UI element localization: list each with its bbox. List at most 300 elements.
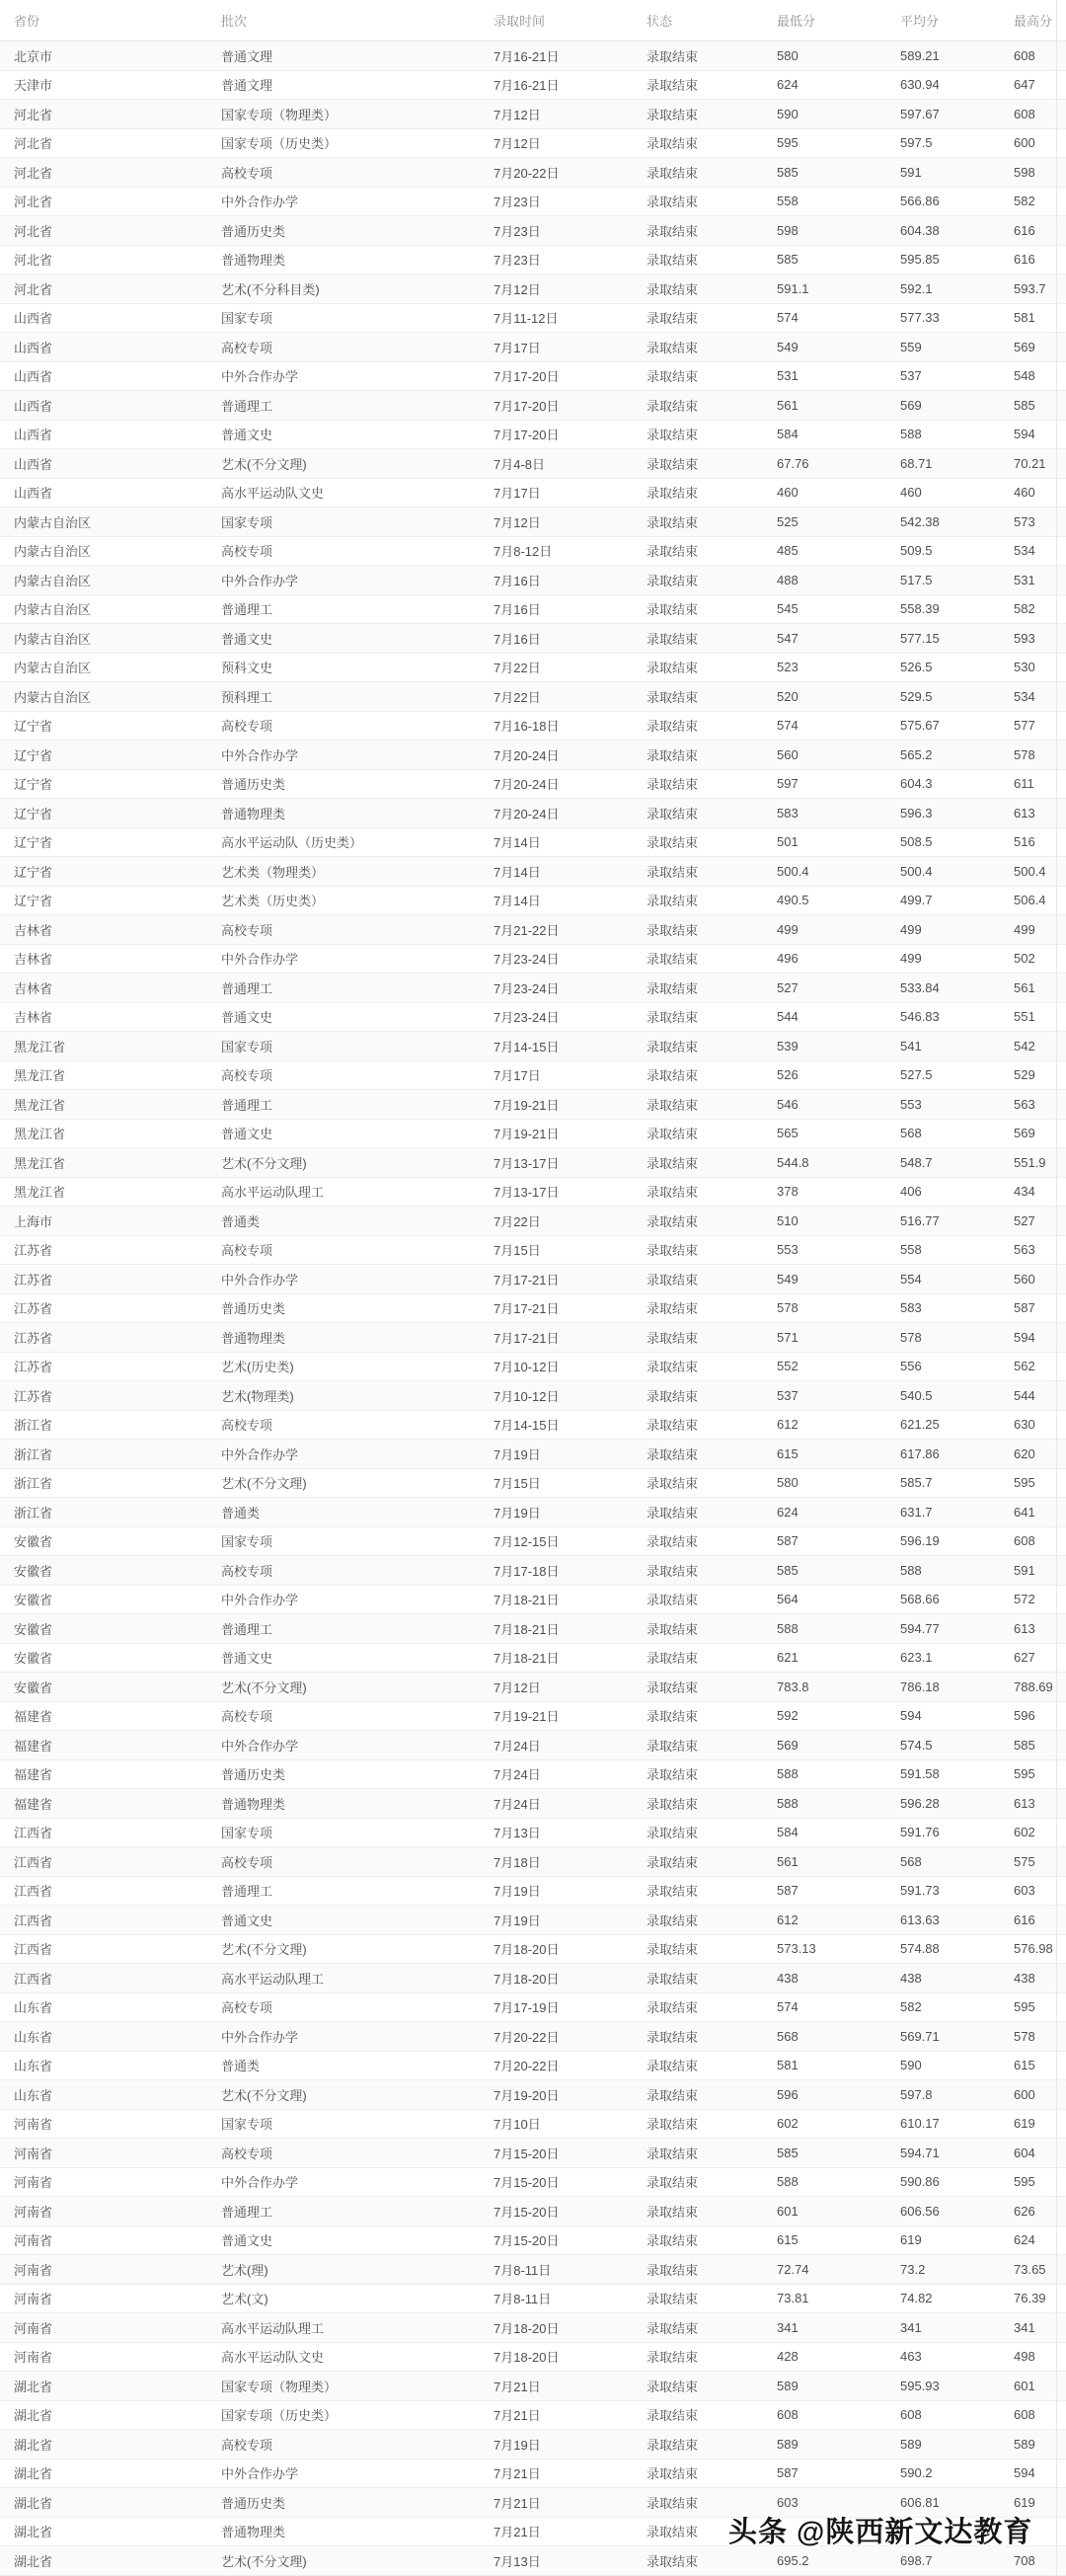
cell-admission_time: 7月18-21日 (494, 1643, 647, 1673)
cell-province: 福建省 (0, 1731, 221, 1760)
cell-min_score: 531 (777, 361, 900, 391)
cell-status: 录取结束 (647, 333, 777, 362)
cell-batch: 国家专项（历史类） (221, 128, 494, 158)
cell-min_score: 587 (777, 2459, 900, 2488)
table-row (0, 1177, 1066, 1207)
cell-status: 录取结束 (647, 1731, 777, 1760)
cell-status: 录取结束 (647, 1440, 777, 1469)
cell-status: 录取结束 (647, 1934, 777, 1964)
cell-batch: 艺术(不分文理) (221, 449, 494, 479)
cell-max_score: 641 (1014, 1498, 1066, 1527)
cell-max_score: 578 (1014, 2022, 1066, 2052)
cell-admission_time: 7月16-18日 (494, 711, 647, 741)
cell-max_score: 613 (1014, 1614, 1066, 1644)
cell-avg_score: 594.77 (900, 1614, 1014, 1644)
cell-status: 录取结束 (647, 2430, 777, 2459)
cell-max_score: 594 (1014, 2459, 1066, 2488)
table-row (0, 216, 1066, 246)
cell-avg_score: 589.21 (900, 41, 1014, 71)
cell-avg_score: 592.1 (900, 274, 1014, 304)
cell-province: 吉林省 (0, 915, 221, 945)
cell-batch: 高校专项 (221, 1235, 494, 1265)
cell-status: 录取结束 (647, 41, 777, 71)
cell-admission_time: 7月18-20日 (494, 2313, 647, 2343)
cell-status: 录取结束 (647, 653, 777, 682)
cell-max_score: 602 (1014, 1818, 1066, 1847)
cell-max_score: 620 (1014, 1440, 1066, 1469)
watermark: 头条 @陕西新文达教育 (728, 2517, 1033, 2548)
cell-batch: 高校专项 (221, 1410, 494, 1440)
table-row (0, 566, 1066, 595)
cell-min_score: 624 (777, 1498, 900, 1527)
cell-batch: 普通历史类 (221, 2488, 494, 2518)
table-row (0, 2430, 1066, 2459)
table-row (0, 827, 1066, 857)
cell-avg_score: 516.77 (900, 1207, 1014, 1236)
cell-min_score: 378 (777, 1177, 900, 1207)
cell-min_score: 592 (777, 1701, 900, 1731)
cell-avg_score: 698.7 (900, 2546, 1014, 2576)
cell-avg_score: 617.86 (900, 1440, 1014, 1469)
cell-min_score: 591.1 (777, 274, 900, 304)
cell-admission_time: 7月17-18日 (494, 1556, 647, 1586)
cell-admission_time: 7月23日 (494, 245, 647, 274)
cell-batch: 国家专项 (221, 2109, 494, 2139)
table-row (0, 1090, 1066, 1120)
cell-admission_time: 7月20-24日 (494, 769, 647, 799)
cell-max_score: 593 (1014, 624, 1066, 654)
table-row (0, 2284, 1066, 2313)
table-row (0, 2167, 1066, 2197)
cell-status: 录取结束 (647, 2022, 777, 2052)
table-row (0, 333, 1066, 362)
cell-batch: 高校专项 (221, 1701, 494, 1731)
cell-province: 河南省 (0, 2197, 221, 2226)
cell-avg_score: 619 (900, 2225, 1014, 2255)
cell-province: 辽宁省 (0, 711, 221, 741)
cell-avg_score: 623.1 (900, 1643, 1014, 1673)
cell-avg_score: 608 (900, 2400, 1014, 2430)
cell-max_score: 560 (1014, 1265, 1066, 1294)
cell-max_score: 616 (1014, 1906, 1066, 1935)
cell-status: 录取结束 (647, 478, 777, 507)
cell-min_score: 460 (777, 478, 900, 507)
cell-admission_time: 7月19日 (494, 1906, 647, 1935)
table-row (0, 1906, 1066, 1935)
cell-max_score: 576.98 (1014, 1934, 1066, 1964)
cell-admission_time: 7月16日 (494, 566, 647, 595)
cell-admission_time: 7月14日 (494, 886, 647, 915)
cell-province: 山西省 (0, 478, 221, 507)
cell-status: 录取结束 (647, 711, 777, 741)
cell-province: 辽宁省 (0, 827, 221, 857)
cell-avg_score: 589 (900, 2430, 1014, 2459)
cell-admission_time: 7月15-20日 (494, 2167, 647, 2197)
cell-min_score: 615 (777, 1440, 900, 1469)
cell-admission_time: 7月20-22日 (494, 2022, 647, 2052)
cell-max_score: 438 (1014, 1964, 1066, 1993)
cell-avg_score: 591 (900, 158, 1014, 188)
cell-avg_score: 597.67 (900, 100, 1014, 129)
cell-max_score: 608 (1014, 1526, 1066, 1556)
cell-max_score: 630 (1014, 1410, 1066, 1440)
cell-batch: 中外合作办学 (221, 1731, 494, 1760)
cell-avg_score: 509.5 (900, 536, 1014, 566)
table-row (0, 682, 1066, 712)
cell-avg_score: 554 (900, 1265, 1014, 1294)
cell-admission_time: 7月19日 (494, 2430, 647, 2459)
cell-admission_time: 7月19日 (494, 1876, 647, 1906)
cell-batch: 中外合作办学 (221, 1265, 494, 1294)
cell-admission_time: 7月19-21日 (494, 1090, 647, 1120)
table-row (0, 2372, 1066, 2401)
cell-province: 河北省 (0, 100, 221, 129)
table-row (0, 1032, 1066, 1061)
table-row (0, 1789, 1066, 1819)
cell-province: 吉林省 (0, 974, 221, 1003)
cell-admission_time: 7月18-20日 (494, 1964, 647, 1993)
cell-min_score: 624 (777, 70, 900, 100)
cell-status: 录取结束 (647, 1789, 777, 1819)
cell-min_score: 547 (777, 624, 900, 654)
cell-min_score: 564 (777, 1585, 900, 1614)
cell-status: 录取结束 (647, 1323, 777, 1353)
cell-min_score: 72.74 (777, 2255, 900, 2285)
cell-min_score: 585 (777, 245, 900, 274)
cell-min_score: 588 (777, 1614, 900, 1644)
cell-admission_time: 7月23日 (494, 216, 647, 246)
cell-status: 录取结束 (647, 1673, 777, 1702)
cell-province: 黑龙江省 (0, 1060, 221, 1090)
cell-status: 录取结束 (647, 2051, 777, 2080)
cell-admission_time: 7月19日 (494, 1440, 647, 1469)
cell-max_score: 561 (1014, 974, 1066, 1003)
cell-batch: 普通文理 (221, 41, 494, 71)
cell-min_score: 549 (777, 1265, 900, 1294)
cell-province: 江西省 (0, 1876, 221, 1906)
cell-avg_score: 596.3 (900, 799, 1014, 828)
cell-max_score: 573 (1014, 507, 1066, 537)
cell-batch: 高水平运动队（历史类） (221, 827, 494, 857)
cell-max_score: 516 (1014, 827, 1066, 857)
cell-batch: 中外合作办学 (221, 1585, 494, 1614)
cell-min_score: 537 (777, 1381, 900, 1411)
cell-status: 录取结束 (647, 274, 777, 304)
cell-max_score: 608 (1014, 41, 1066, 71)
cell-status: 录取结束 (647, 1148, 777, 1178)
cell-province: 内蒙古自治区 (0, 594, 221, 624)
cell-min_score: 341 (777, 2313, 900, 2343)
table-row (0, 769, 1066, 799)
cell-max_score: 76.39 (1014, 2284, 1066, 2313)
cell-status: 录取结束 (647, 245, 777, 274)
cell-admission_time: 7月18-20日 (494, 1934, 647, 1964)
cell-province: 浙江省 (0, 1440, 221, 1469)
cell-max_score: 587 (1014, 1293, 1066, 1323)
table-row (0, 1847, 1066, 1877)
cell-admission_time: 7月15-20日 (494, 2139, 647, 2168)
cell-status: 录取结束 (647, 1265, 777, 1294)
cell-batch: 国家专项 (221, 1818, 494, 1847)
cell-max_score: 73.65 (1014, 2255, 1066, 2285)
cell-max_score: 626 (1014, 2197, 1066, 2226)
cell-min_score: 588 (777, 2167, 900, 2197)
cell-avg_score: 569 (900, 391, 1014, 421)
cell-admission_time: 7月13日 (494, 1818, 647, 1847)
cell-avg_score: 460 (900, 478, 1014, 507)
cell-province: 江西省 (0, 1818, 221, 1847)
cell-admission_time: 7月23日 (494, 187, 647, 216)
cell-admission_time: 7月22日 (494, 1207, 647, 1236)
cell-status: 录取结束 (647, 2372, 777, 2401)
cell-admission_time: 7月12日 (494, 100, 647, 129)
table-row (0, 1002, 1066, 1032)
cell-min_score: 621 (777, 1643, 900, 1673)
cell-status: 录取结束 (647, 857, 777, 887)
cell-batch: 高水平运动队理工 (221, 1964, 494, 1993)
cell-status: 录取结束 (647, 1293, 777, 1323)
cell-avg_score: 604.3 (900, 769, 1014, 799)
cell-min_score: 485 (777, 536, 900, 566)
table-row (0, 187, 1066, 216)
cell-batch: 高水平运动队文史 (221, 478, 494, 507)
table-row (0, 2459, 1066, 2488)
table-row (0, 507, 1066, 537)
cell-province: 江西省 (0, 1906, 221, 1935)
cell-min_score: 583 (777, 799, 900, 828)
cell-batch: 预科文史 (221, 653, 494, 682)
cell-min_score: 580 (777, 1468, 900, 1498)
cell-batch: 普通文史 (221, 420, 494, 449)
cell-batch: 中外合作办学 (221, 2022, 494, 2052)
cell-avg_score: 577.33 (900, 303, 1014, 333)
cell-max_score: 502 (1014, 944, 1066, 974)
cell-min_score: 539 (777, 1032, 900, 1061)
cell-admission_time: 7月8-12日 (494, 536, 647, 566)
cell-province: 安徽省 (0, 1585, 221, 1614)
cell-batch: 艺术(历史类) (221, 1352, 494, 1381)
table-row (0, 128, 1066, 158)
cell-province: 湖北省 (0, 2372, 221, 2401)
cell-admission_time: 7月20-24日 (494, 799, 647, 828)
cell-admission_time: 7月21日 (494, 2488, 647, 2518)
cell-batch: 高校专项 (221, 1847, 494, 1877)
cell-status: 录取结束 (647, 2139, 777, 2168)
table-row (0, 1498, 1066, 1527)
cell-batch: 普通物理类 (221, 2517, 494, 2546)
column-header-min_score: 最低分 (777, 0, 900, 41)
cell-avg_score: 594 (900, 1701, 1014, 1731)
cell-province: 山东省 (0, 2051, 221, 2080)
cell-min_score: 573.13 (777, 1934, 900, 1964)
cell-status: 录取结束 (647, 1002, 777, 1032)
cell-batch: 普通文史 (221, 1119, 494, 1148)
table-row (0, 1148, 1066, 1178)
cell-province: 江西省 (0, 1964, 221, 1993)
cell-avg_score: 588 (900, 1556, 1014, 1586)
cell-status: 录取结束 (647, 1468, 777, 1498)
cell-admission_time: 7月12-15日 (494, 1526, 647, 1556)
cell-province: 山东省 (0, 1992, 221, 2022)
cell-status: 录取结束 (647, 2517, 777, 2546)
cell-admission_time: 7月21-22日 (494, 915, 647, 945)
cell-avg_score: 546.83 (900, 1002, 1014, 1032)
cell-status: 录取结束 (647, 2313, 777, 2343)
cell-min_score: 544 (777, 1002, 900, 1032)
cell-status: 录取结束 (647, 1526, 777, 1556)
cell-admission_time: 7月17-20日 (494, 361, 647, 391)
cell-avg_score: 556 (900, 1352, 1014, 1381)
table-row (0, 100, 1066, 129)
cell-min_score: 597 (777, 769, 900, 799)
cell-min_score: 585 (777, 2139, 900, 2168)
cell-max_score: 603 (1014, 1876, 1066, 1906)
table-body (0, 41, 1066, 2576)
cell-max_score: 608 (1014, 2400, 1066, 2430)
cell-min_score: 490.5 (777, 886, 900, 915)
cell-status: 录取结束 (647, 594, 777, 624)
cell-min_score: 526 (777, 1060, 900, 1090)
cell-batch: 高校专项 (221, 1992, 494, 2022)
cell-max_score: 589 (1014, 2430, 1066, 2459)
cell-batch: 高校专项 (221, 1556, 494, 1586)
cell-status: 录取结束 (647, 216, 777, 246)
cell-province: 湖北省 (0, 2517, 221, 2546)
cell-province: 山西省 (0, 303, 221, 333)
table-row (0, 1992, 1066, 2022)
cell-min_score: 590 (777, 100, 900, 129)
cell-status: 录取结束 (647, 2255, 777, 2285)
table-row (0, 944, 1066, 974)
cell-status: 录取结束 (647, 1847, 777, 1877)
cell-province: 河北省 (0, 158, 221, 188)
cell-province: 内蒙古自治区 (0, 653, 221, 682)
cell-batch: 高校专项 (221, 915, 494, 945)
cell-admission_time: 7月24日 (494, 1731, 647, 1760)
cell-admission_time: 7月20-24日 (494, 741, 647, 770)
cell-province: 内蒙古自治区 (0, 566, 221, 595)
cell-province: 河北省 (0, 128, 221, 158)
cell-batch: 普通文史 (221, 1906, 494, 1935)
cell-status: 录取结束 (647, 944, 777, 974)
table-row (0, 41, 1066, 71)
cell-min_score: 602 (777, 2109, 900, 2139)
table-row (0, 449, 1066, 479)
cell-status: 录取结束 (647, 1090, 777, 1120)
cell-max_score: 619 (1014, 2109, 1066, 2139)
cell-max_score: 460 (1014, 478, 1066, 507)
cell-admission_time: 7月16日 (494, 594, 647, 624)
cell-admission_time: 7月19日 (494, 1498, 647, 1527)
cell-batch: 普通类 (221, 2051, 494, 2080)
cell-batch: 普通类 (221, 1207, 494, 1236)
cell-avg_score: 527.5 (900, 1060, 1014, 1090)
cell-max_score: 624 (1014, 2225, 1066, 2255)
cell-min_score: 695.2 (777, 2546, 900, 2576)
cell-status: 录取结束 (647, 2488, 777, 2518)
table-row (0, 1060, 1066, 1090)
cell-max_score: 585 (1014, 391, 1066, 421)
cell-max_score: 544 (1014, 1381, 1066, 1411)
cell-province: 内蒙古自治区 (0, 624, 221, 654)
cell-batch: 中外合作办学 (221, 2459, 494, 2488)
cell-batch: 国家专项 (221, 507, 494, 537)
cell-avg_score: 517.5 (900, 566, 1014, 595)
table-row (0, 974, 1066, 1003)
cell-province: 湖北省 (0, 2459, 221, 2488)
cell-avg_score: 596.19 (900, 1526, 1014, 1556)
cell-avg_score: 591.76 (900, 1818, 1014, 1847)
table-row (0, 1759, 1066, 1789)
cell-avg_score: 606.56 (900, 2197, 1014, 2226)
cell-admission_time: 7月19-20日 (494, 2080, 647, 2110)
cell-admission_time: 7月16-21日 (494, 70, 647, 100)
cell-province: 辽宁省 (0, 769, 221, 799)
cell-avg_score: 568 (900, 1119, 1014, 1148)
cell-max_score: 498 (1014, 2342, 1066, 2372)
cell-avg_score: 542.38 (900, 507, 1014, 537)
cell-avg_score: 596.28 (900, 1789, 1014, 1819)
cell-province: 河南省 (0, 2109, 221, 2139)
cell-min_score: 574 (777, 303, 900, 333)
cell-max_score: 613 (1014, 1789, 1066, 1819)
cell-min_score: 552 (777, 1352, 900, 1381)
cell-min_score: 501 (777, 827, 900, 857)
cell-min_score: 571 (777, 1323, 900, 1353)
cell-avg_score: 406 (900, 1177, 1014, 1207)
cell-min_score: 589 (777, 2372, 900, 2401)
cell-status: 录取结束 (647, 566, 777, 595)
cell-province: 浙江省 (0, 1468, 221, 1498)
column-header-batch: 批次 (221, 0, 494, 41)
cell-status: 录取结束 (647, 158, 777, 188)
cell-province: 江苏省 (0, 1352, 221, 1381)
cell-admission_time: 7月14-15日 (494, 1410, 647, 1440)
table-row (0, 2197, 1066, 2226)
cell-province: 江苏省 (0, 1235, 221, 1265)
cell-admission_time: 7月17日 (494, 333, 647, 362)
table-row (0, 2225, 1066, 2255)
cell-batch: 普通文史 (221, 2225, 494, 2255)
cell-admission_time: 7月17-21日 (494, 1293, 647, 1323)
table-row (0, 624, 1066, 654)
cell-avg_score: 68.71 (900, 449, 1014, 479)
cell-province: 河南省 (0, 2139, 221, 2168)
table-row (0, 1381, 1066, 1411)
cell-min_score: 520 (777, 682, 900, 712)
cell-max_score: 551.9 (1014, 1148, 1066, 1178)
cell-admission_time: 7月15-20日 (494, 2197, 647, 2226)
cell-max_score: 591 (1014, 1556, 1066, 1586)
cell-province: 湖北省 (0, 2430, 221, 2459)
cell-batch: 艺术(文) (221, 2284, 494, 2313)
table-row (0, 70, 1066, 100)
cell-status: 录取结束 (647, 1032, 777, 1061)
cell-min_score: 500.4 (777, 857, 900, 887)
cell-min_score: 546 (777, 1090, 900, 1120)
cell-admission_time: 7月24日 (494, 1759, 647, 1789)
cell-batch: 普通历史类 (221, 769, 494, 799)
cell-status: 录取结束 (647, 1207, 777, 1236)
cell-admission_time: 7月4-8日 (494, 449, 647, 479)
cell-max_score: 585 (1014, 1731, 1066, 1760)
cell-batch: 中外合作办学 (221, 1440, 494, 1469)
cell-min_score: 584 (777, 1818, 900, 1847)
cell-avg_score: 541 (900, 1032, 1014, 1061)
cell-province: 辽宁省 (0, 886, 221, 915)
cell-status: 录取结束 (647, 827, 777, 857)
cell-province: 福建省 (0, 1701, 221, 1731)
